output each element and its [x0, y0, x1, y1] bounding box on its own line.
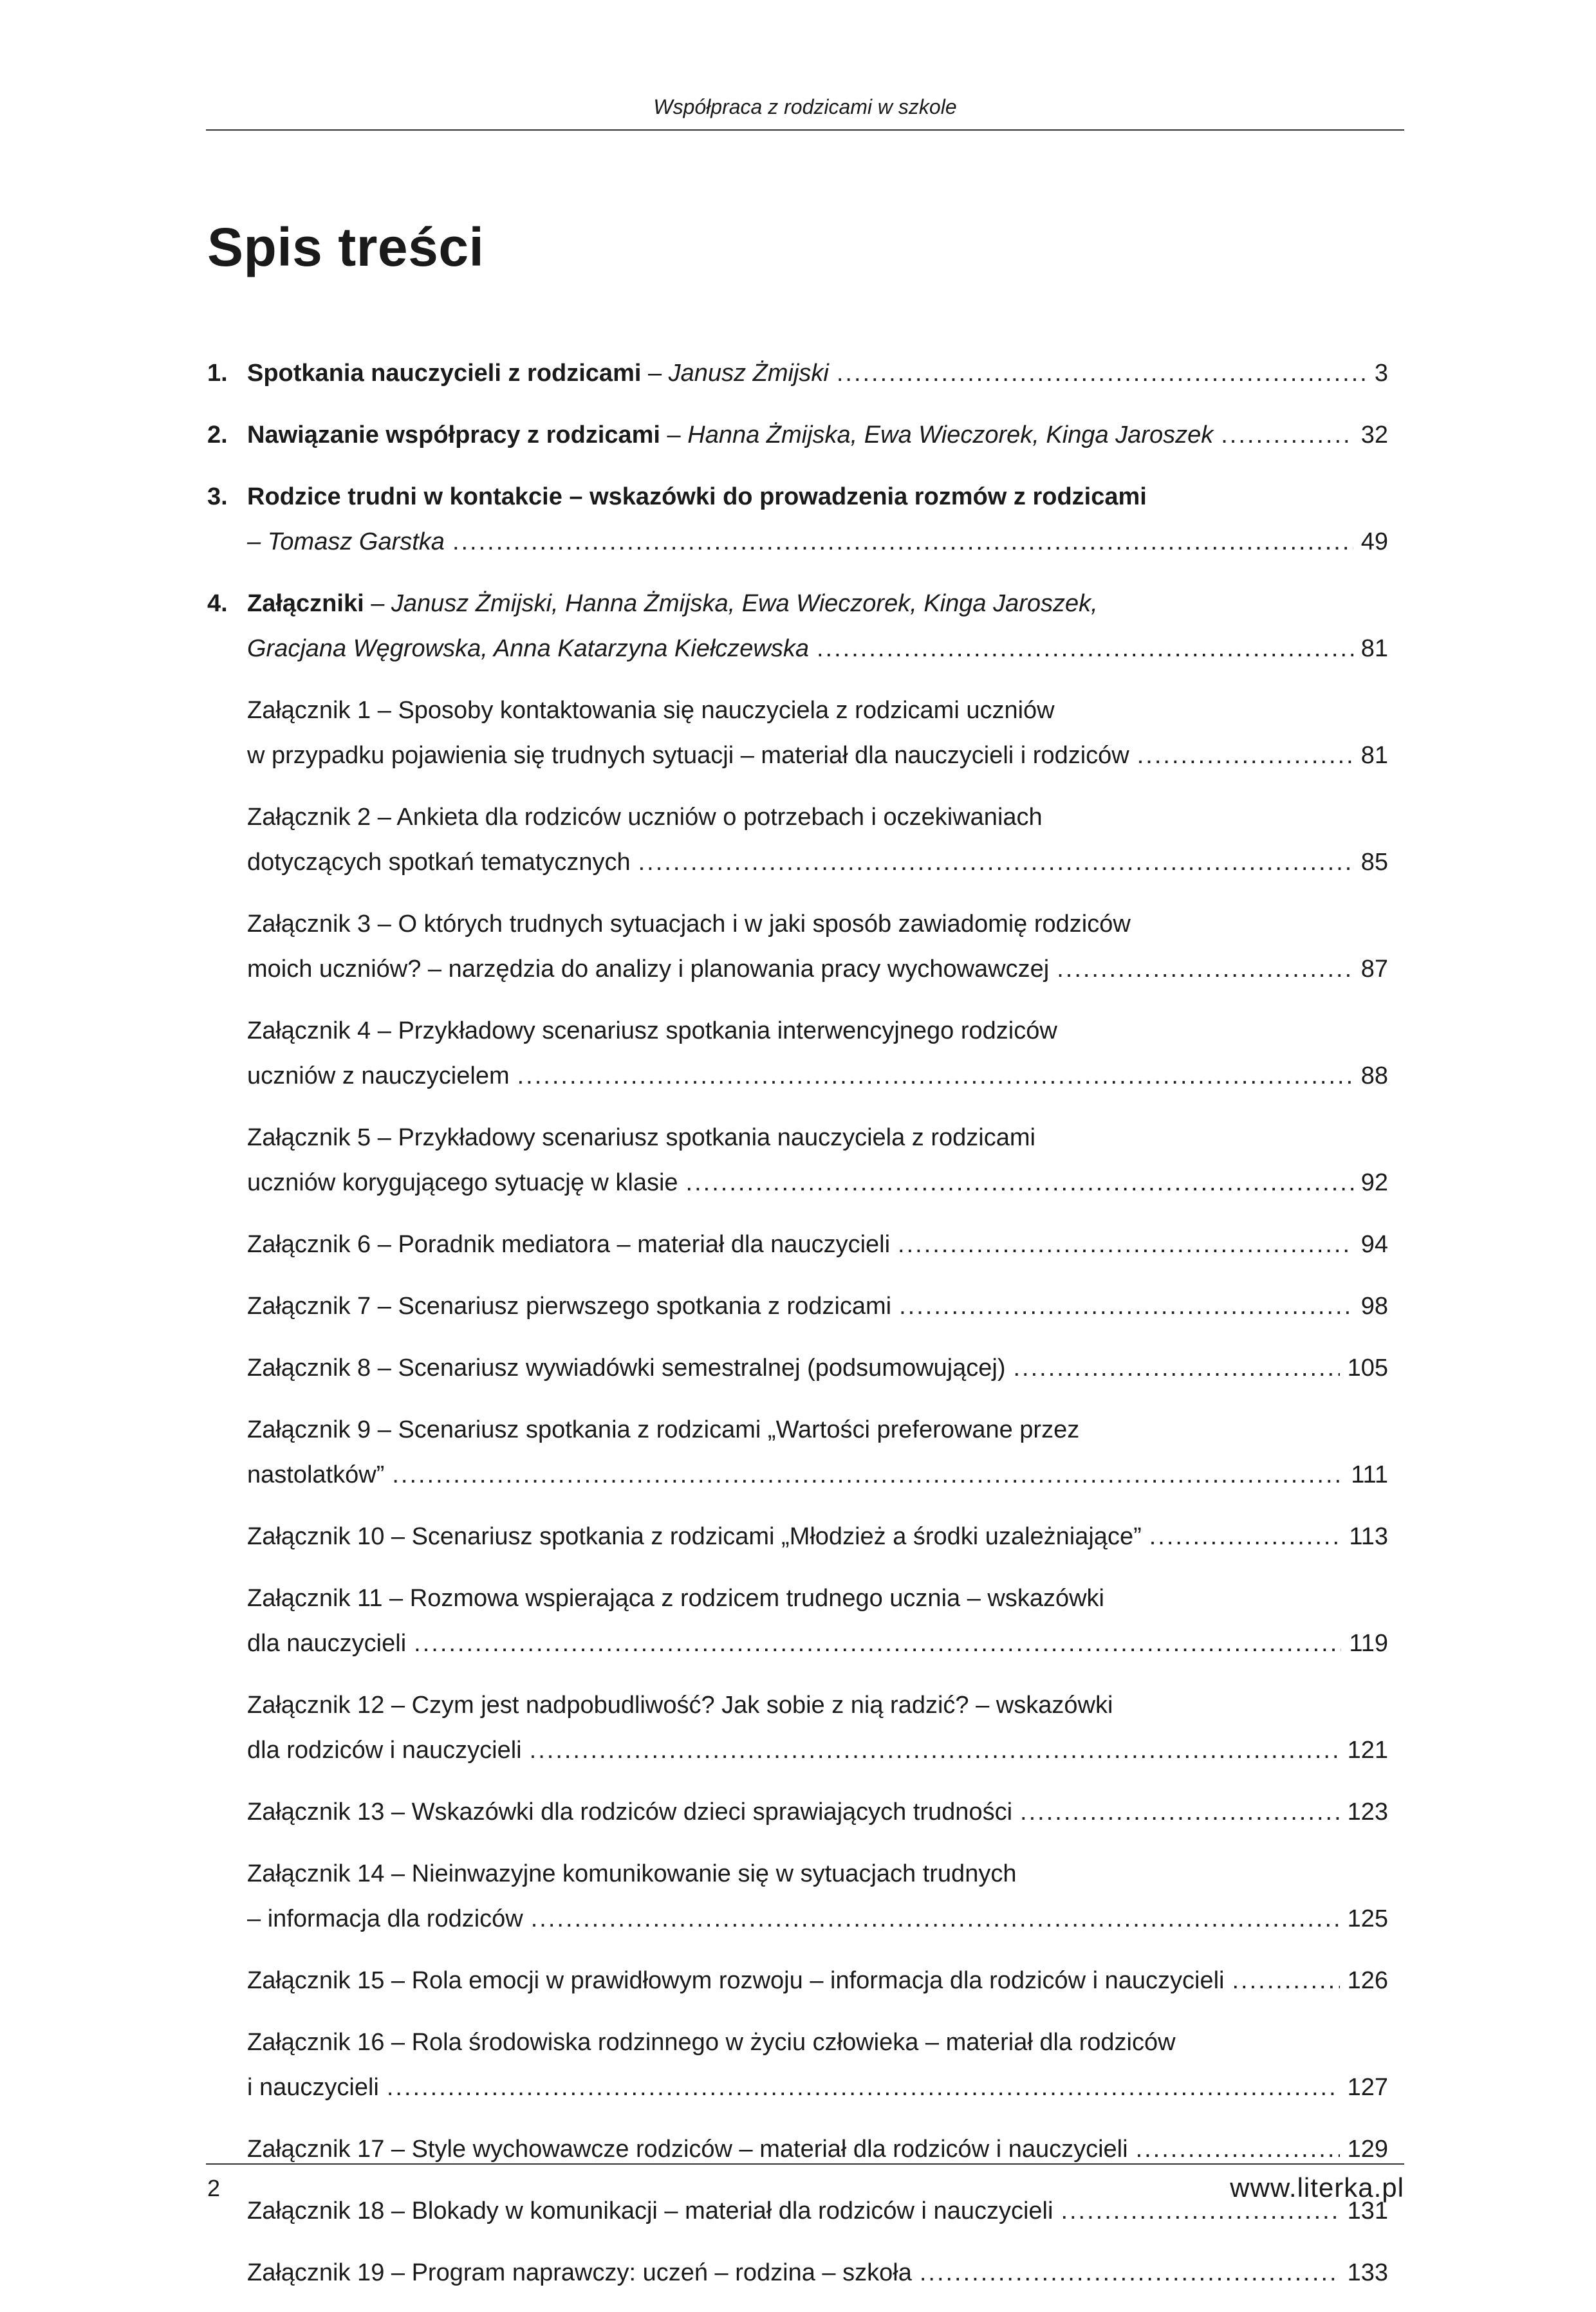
dot-leader — [392, 1452, 1343, 1497]
dot-leader — [1020, 1789, 1340, 1835]
toc-attachment-title-continued: uczniów z nauczycielem — [247, 1062, 510, 1089]
dot-leader — [414, 1621, 1341, 1666]
toc-attachment-12[interactable] — [207, 1683, 1388, 1773]
toc-attachment-9[interactable] — [207, 1407, 1388, 1497]
toc-attachment-2[interactable] — [207, 795, 1388, 885]
toc-authors: Janusz Żmijski — [668, 360, 829, 387]
toc-entry-2[interactable] — [207, 412, 1388, 458]
toc-authors: – Tomasz Garstka — [247, 528, 445, 555]
toc-attachment-17[interactable] — [207, 2127, 1388, 2172]
toc-attachment-title: Załącznik 5 – Przykładowy scenariusz spotkania nauczyciela z rodzicami — [247, 1124, 1035, 1151]
toc-page-number: 32 — [1360, 421, 1388, 449]
header-rule — [206, 129, 1404, 131]
toc-attachment-13[interactable] — [207, 1789, 1388, 1835]
footer-page-number: 2 — [207, 2175, 221, 2201]
toc-attachment-title: Załącznik 15 – Rola emocji w prawidłowym rozwoju – informacja dla rodziców i nauczycieli — [247, 1967, 1225, 1994]
toc-page-number: 81 — [1360, 742, 1388, 769]
toc-entry-4[interactable] — [207, 581, 1388, 671]
toc-number: 1. — [207, 360, 228, 387]
toc-page-number: 105 — [1347, 1355, 1388, 1382]
toc-page-number: 98 — [1360, 1293, 1388, 1320]
toc-attachment-title: Załącznik 9 – Scenariusz spotkania z rodzicami „Wartości preferowane przez — [247, 1416, 1080, 1443]
toc-authors: Janusz Żmijski, Hanna Żmijska, Ewa Wieczorek, Kinga Jaroszek, — [391, 590, 1098, 617]
dot-leader — [1232, 1958, 1339, 2003]
toc-page-number: 125 — [1347, 1905, 1388, 1932]
toc-attachment-15[interactable] — [207, 1958, 1388, 2003]
toc-attachment-title-continued: i nauczycieli — [247, 2074, 379, 2101]
toc-attachment-7[interactable] — [207, 1284, 1388, 1329]
toc-attachment-title: Załącznik 13 – Wskazówki dla rodziców dzieci sprawiających trudności — [247, 1799, 1013, 1826]
toc-entry-3[interactable] — [207, 474, 1388, 564]
toc-attachment-title: Załącznik 6 – Poradnik mediatora – materiał dla nauczycieli — [247, 1231, 891, 1258]
toc-page-number: 133 — [1347, 2259, 1388, 2286]
toc-attachment-title: Załącznik 19 – Program naprawczy: uczeń – rodzina – szkoła — [247, 2259, 912, 2286]
toc-number: 2. — [207, 421, 228, 449]
toc-page-number: 85 — [1360, 849, 1388, 876]
dot-leader — [686, 1160, 1353, 1205]
dot-leader — [817, 626, 1353, 671]
toc-number: 3. — [207, 483, 228, 510]
toc-attachment-title-continued: dotyczących spotkań tematycznych — [247, 849, 631, 876]
toc-attachment-title: Załącznik 2 – Ankieta dla rodziców uczniów o potrzebach i oczekiwaniach — [247, 804, 1043, 831]
dot-leader — [387, 2065, 1340, 2110]
toc-attachment-18[interactable] — [207, 2188, 1388, 2233]
page-title: Spis treści — [207, 217, 485, 277]
toc-attachment-6[interactable] — [207, 1222, 1388, 1267]
toc-chapter-title: Załączniki — [247, 590, 364, 617]
table-of-contents — [207, 351, 1388, 2312]
dot-leader — [899, 1284, 1353, 1329]
toc-page-number: 119 — [1349, 1630, 1388, 1657]
toc-attachment-14[interactable] — [207, 1851, 1388, 1941]
toc-separator: – — [641, 360, 669, 387]
toc-page-number: 121 — [1347, 1737, 1388, 1764]
toc-attachment-title: Załącznik 16 – Rola środowiska rodzinnego w życiu człowieka – materiał dla rodziców — [247, 2029, 1176, 2056]
toc-separator: – — [660, 421, 688, 449]
footer-rule — [206, 2163, 1404, 2165]
toc-number: 4. — [207, 590, 228, 617]
dot-leader — [452, 519, 1353, 564]
toc-attachment-title-continued: uczniów korygującego sytuację w klasie — [247, 1169, 678, 1196]
dot-leader — [530, 1728, 1340, 1773]
toc-attachment-10[interactable] — [207, 1514, 1388, 1559]
toc-attachment-title: Załącznik 18 – Blokady w komunikacji – materiał dla rodziców i nauczycieli — [247, 2197, 1053, 2224]
toc-attachment-title-continued: – informacja dla rodziców — [247, 1905, 523, 1932]
toc-page-number: 131 — [1347, 2197, 1388, 2224]
toc-attachment-title: Załącznik 7 – Scenariusz pierwszego spotkania z rodzicami — [247, 1293, 892, 1320]
toc-page-number: 81 — [1360, 635, 1388, 662]
toc-attachment-16[interactable] — [207, 2020, 1388, 2110]
toc-attachment-title-continued: dla nauczycieli — [247, 1630, 407, 1657]
toc-attachment-3[interactable] — [207, 902, 1388, 992]
toc-attachment-title: Załącznik 4 – Przykładowy scenariusz spotkania interwencyjnego rodziców — [247, 1017, 1057, 1044]
toc-chapter-title: Spotkania nauczycieli z rodzicami — [247, 360, 642, 387]
toc-page-number: 88 — [1360, 1062, 1388, 1089]
toc-chapter-title: Rodzice trudni w kontakcie – wskazówki do prowadzenia rozmów z rodzicami — [247, 483, 1147, 510]
toc-separator: – — [364, 590, 391, 617]
dot-leader — [531, 1896, 1340, 1941]
running-header: Współpraca z rodzicami w szkole — [653, 95, 957, 118]
dot-leader — [1013, 1346, 1339, 1391]
dot-leader — [638, 840, 1353, 885]
toc-page-number: 87 — [1360, 956, 1388, 983]
toc-page-number: 127 — [1347, 2074, 1388, 2101]
toc-attachment-title-continued: nastolatków” — [247, 1461, 385, 1488]
dot-leader — [1136, 2127, 1340, 2172]
toc-page-number: 129 — [1347, 2136, 1388, 2163]
toc-page-number: 123 — [1347, 1799, 1388, 1826]
toc-page-number: 111 — [1351, 1461, 1388, 1488]
toc-authors: Hanna Żmijska, Ewa Wieczorek, Kinga Jaroszek — [687, 421, 1214, 449]
toc-attachment-title: Załącznik 3 – O których trudnych sytuacjach i w jaki sposób zawiadomię rodziców — [247, 911, 1131, 938]
toc-attachment-title: Załącznik 8 – Scenariusz wywiadówki semestralnej (podsumowującej) — [247, 1355, 1006, 1382]
toc-chapter-title: Nawiązanie współpracy z rodzicami — [247, 421, 660, 449]
toc-page-number: 113 — [1349, 1523, 1388, 1550]
toc-attachment-title-continued: moich uczniów? – narzędzia do analizy i planowania pracy wychowawczej — [247, 956, 1050, 983]
dot-leader — [517, 1053, 1353, 1098]
toc-page-number: 3 — [1374, 360, 1388, 387]
toc-attachment-4[interactable] — [207, 1008, 1388, 1098]
toc-attachment-title-continued: w przypadku pojawienia się trudnych sytuacji – materiał dla nauczycieli i rodziców — [247, 742, 1129, 769]
toc-attachment-title: Załącznik 10 – Scenariusz spotkania z rodzicami „Młodzież a środki uzależniające” — [247, 1523, 1142, 1550]
toc-page-number: 126 — [1347, 1967, 1388, 1994]
dot-leader — [1057, 947, 1353, 992]
toc-attachment-5[interactable] — [207, 1115, 1388, 1205]
toc-attachment-title: Załącznik 12 – Czym jest nadpobudliwość? Jak sobie z nią radzić? – wskazówki — [247, 1692, 1113, 1719]
toc-attachment-11[interactable] — [207, 1576, 1388, 1666]
dot-leader — [1149, 1514, 1342, 1559]
toc-attachment-title-continued: dla rodziców i nauczycieli — [247, 1737, 522, 1764]
toc-entry-1[interactable] — [207, 351, 1388, 396]
toc-authors-continued: Gracjana Węgrowska, Anna Katarzyna Kiełczewska — [247, 635, 809, 662]
footer-url[interactable]: www.literka.pl — [1230, 2172, 1404, 2203]
dot-leader — [898, 1222, 1353, 1267]
toc-page-number: 92 — [1360, 1169, 1388, 1196]
dot-leader — [837, 351, 1367, 396]
toc-attachment-title: Załącznik 14 – Nieinwazyjne komunikowanie się w sytuacjach trudnych — [247, 1860, 1017, 1887]
toc-attachment-8[interactable] — [207, 1346, 1388, 1391]
toc-attachment-title: Załącznik 17 – Style wychowawcze rodziców – materiał dla rodziców i nauczycieli — [247, 2136, 1128, 2163]
toc-page-number: 49 — [1360, 528, 1388, 555]
toc-page-number: 94 — [1360, 1231, 1388, 1258]
toc-attachment-title: Załącznik 11 – Rozmowa wspierająca z rodzicem trudnego ucznia – wskazówki — [247, 1585, 1104, 1612]
dot-leader — [1137, 733, 1353, 778]
dot-leader — [1221, 412, 1353, 458]
toc-attachment-1[interactable] — [207, 688, 1388, 778]
toc-attachment-title: Załącznik 1 – Sposoby kontaktowania się nauczyciela z rodzicami uczniów — [247, 697, 1055, 724]
